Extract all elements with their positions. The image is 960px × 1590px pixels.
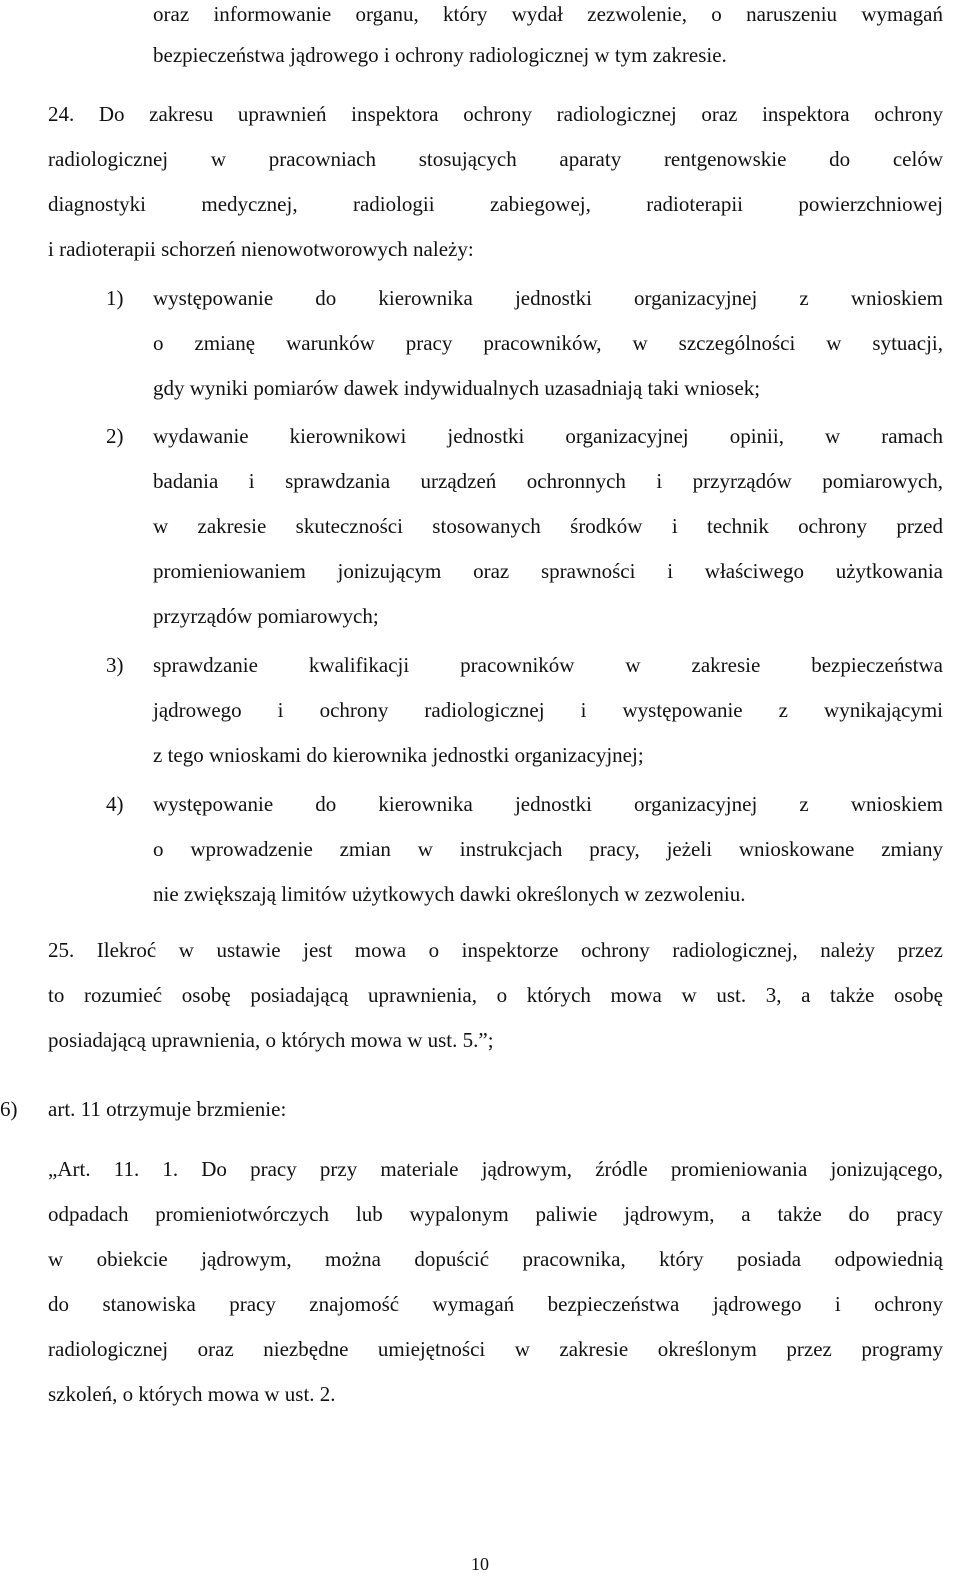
text-line: w zakresie skuteczności stosowanych środków i technik ochrony przed: [153, 514, 943, 538]
page-number: 10: [471, 1554, 489, 1574]
text-line: promieniowaniem jonizującym oraz sprawności i właściwego użytkowania: [153, 559, 943, 583]
text-line: to rozumieć osobę posiadającą uprawnienia, o których mowa w ust. 3, a także osobę: [48, 983, 943, 1007]
text-line: art. 11 otrzymuje brzmienie:: [48, 1097, 287, 1121]
text-line: radiologicznej w pracowniach stosujących aparaty rentgenowskie do celów: [48, 147, 943, 171]
list-item-number: 1): [106, 286, 124, 310]
point-number: 6): [0, 1097, 18, 1121]
text-line: o zmianę warunków pracy pracowników, w szczególności w sytuacji,: [153, 331, 943, 355]
text-line: 24. Do zakresu uprawnień inspektora ochrony radiologicznej oraz inspektora ochrony: [48, 102, 943, 126]
text-line: przyrządów pomiarowych;: [153, 604, 379, 628]
text-line: jądrowego i ochrony radiologicznej i występowanie z wynikającymi: [153, 698, 943, 722]
text-line: w obiekcie jądrowym, można dopuścić pracownika, który posiada odpowiednią: [48, 1247, 943, 1271]
text-line: diagnostyki medycznej, radiologii zabiegowej, radioterapii powierzchniowej: [48, 192, 943, 216]
text-line: badania i sprawdzania urządzeń ochronnych i przyrządów pomiarowych,: [153, 469, 943, 493]
text-line: bezpieczeństwa jądrowego i ochrony radiologicznej w tym zakresie.: [153, 43, 727, 67]
list-item-number: 2): [106, 424, 124, 448]
text-line: radiologicznej oraz niezbędne umiejętności w zakresie określonym przez programy: [48, 1337, 943, 1361]
text-line: gdy wyniki pomiarów dawek indywidualnych uzasadniają taki wniosek;: [153, 376, 761, 400]
text-line: odpadach promieniotwórczych lub wypalonym paliwie jądrowym, a także do pracy: [48, 1202, 943, 1226]
text-line: do stanowiska pracy znajomość wymagań bezpieczeństwa jądrowego i ochrony: [48, 1292, 943, 1316]
text-line: szkoleń, o których mowa w ust. 2.: [48, 1382, 336, 1406]
list-item-number: 3): [106, 653, 124, 677]
text-line: posiadającą uprawnienia, o których mowa w ust. 5.”;: [48, 1028, 494, 1052]
text-line: o wprowadzenie zmian w instrukcjach pracy, jeżeli wnioskowane zmiany: [153, 837, 943, 861]
text-line: wydawanie kierownikowi jednostki organizacyjnej opinii, w ramach: [153, 424, 943, 448]
list-item-number: 4): [106, 792, 124, 816]
text-line: „Art. 11. 1. Do pracy przy materiale jądrowym, źródle promieniowania jonizującego,: [48, 1157, 943, 1181]
text-line: sprawdzanie kwalifikacji pracowników w zakresie bezpieczeństwa: [153, 653, 943, 677]
text-line: występowanie do kierownika jednostki organizacyjnej z wnioskiem: [153, 286, 943, 310]
text-line: występowanie do kierownika jednostki organizacyjnej z wnioskiem: [153, 792, 943, 816]
text-line: i radioterapii schorzeń nienowotworowych należy:: [48, 237, 474, 261]
text-line: 25. Ilekroć w ustawie jest mowa o inspektorze ochrony radiologicznej, należy przez: [48, 938, 943, 962]
text-line: nie zwiększają limitów użytkowych dawki określonych w zezwoleniu.: [153, 882, 746, 906]
text-line: z tego wnioskami do kierownika jednostki organizacyjnej;: [153, 743, 644, 767]
text-line: oraz informowanie organu, który wydał zezwolenie, o naruszeniu wymagań: [153, 2, 943, 26]
